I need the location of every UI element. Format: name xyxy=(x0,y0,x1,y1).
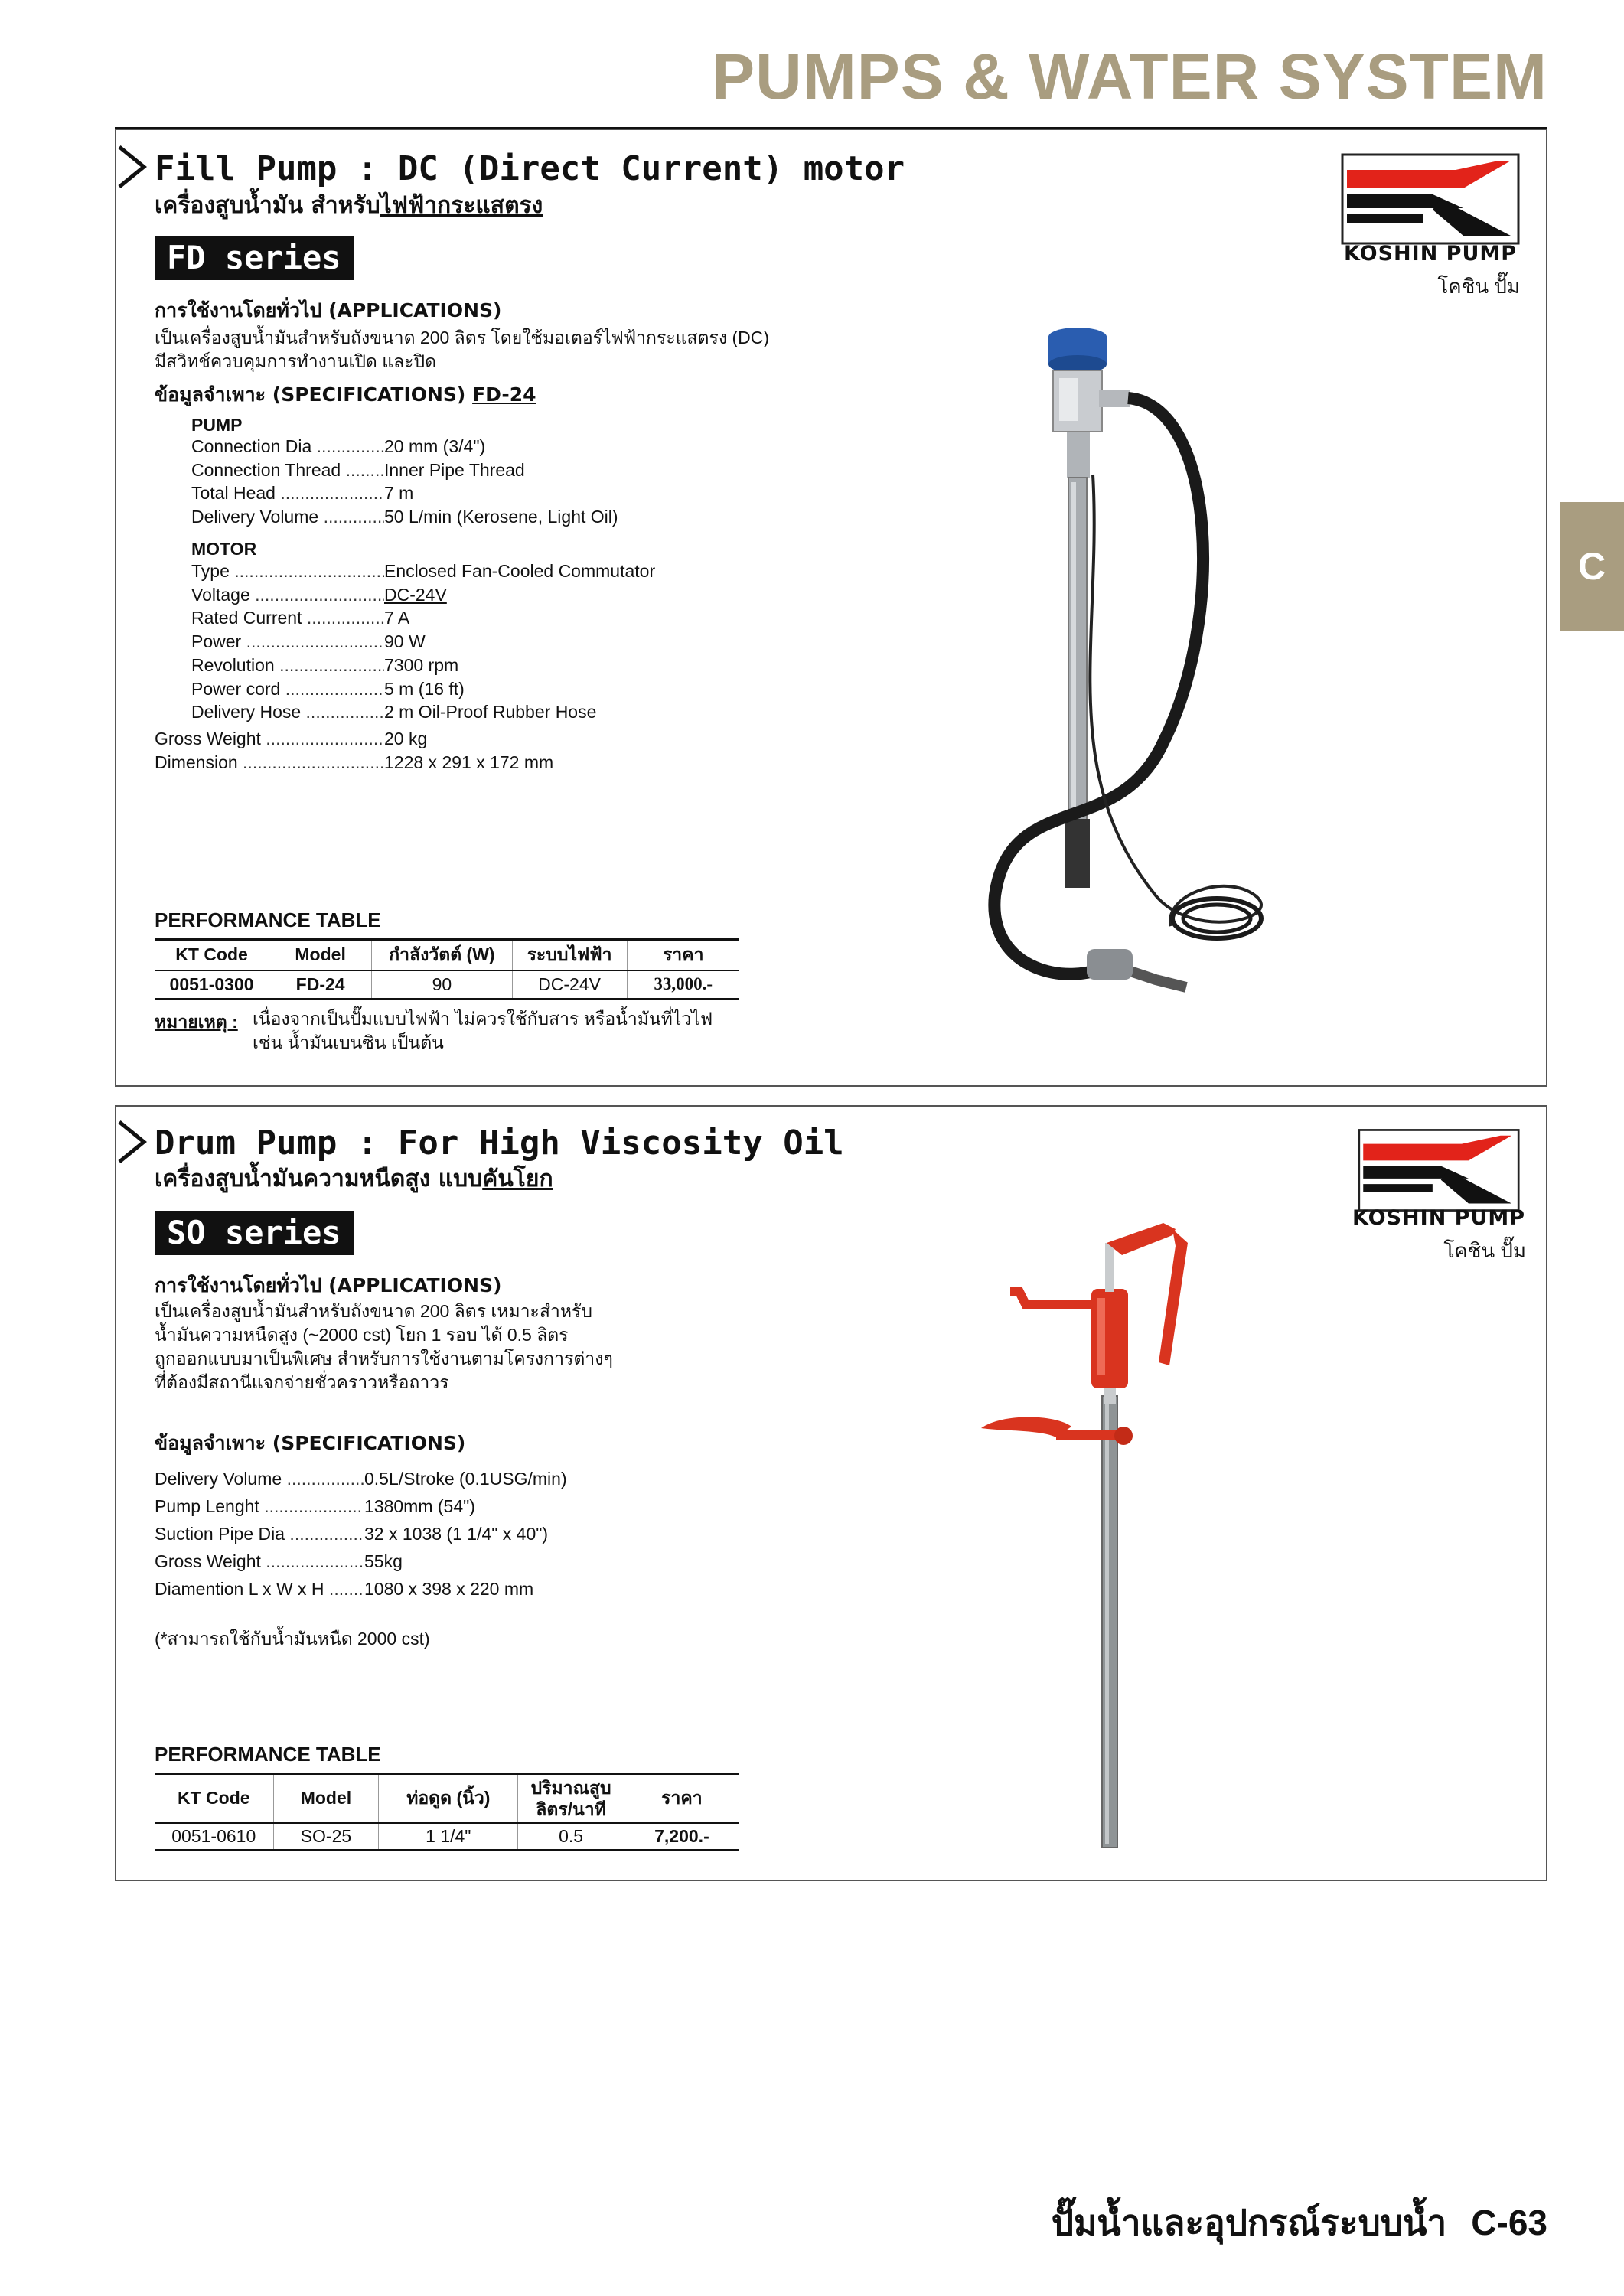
spec-row xyxy=(155,751,553,775)
spec-row xyxy=(191,559,655,583)
fd-general-spec-list xyxy=(155,727,553,774)
column-header-line: ปริมาณสูบ xyxy=(530,1777,611,1798)
column-header: ราคา xyxy=(624,1774,739,1823)
fd-title-en: Fill Pump : DC (Direct Current) motor xyxy=(155,149,905,188)
spec-label: Voltage ..... xyxy=(191,583,384,607)
fd-pump-image xyxy=(964,314,1270,1033)
so-performance-table xyxy=(155,1773,739,1851)
price-cell: 33,000.- xyxy=(627,970,739,1000)
spec-label: Pump Lenght ..... xyxy=(155,1492,364,1520)
spec-label: Power ..... xyxy=(191,630,384,654)
fd-note-label: หมายเหตุ : xyxy=(155,1012,238,1032)
model-cell: SO-25 xyxy=(273,1823,379,1851)
spec-row xyxy=(191,654,655,677)
so-pump-image xyxy=(972,1212,1225,1855)
column-header xyxy=(518,1774,624,1823)
table-row xyxy=(155,1823,739,1851)
spec-row xyxy=(155,1492,567,1520)
spec-label: Type ..... xyxy=(191,559,384,583)
so-performance-title: PERFORMANCE TABLE xyxy=(155,1743,381,1766)
fill-pump-icon xyxy=(964,314,1270,1033)
spec-value: Inner Pipe Thread xyxy=(384,459,525,480)
column-header-line: ลิตร/นาที xyxy=(536,1799,606,1819)
chevron-right-icon xyxy=(115,1119,148,1165)
spec-row xyxy=(191,677,655,701)
spec-value: 1228 x 291 x 172 mm xyxy=(384,752,554,772)
fd-brand-name: KOSHIN PUMP xyxy=(1343,242,1518,266)
fd-pump-group-heading: PUMP xyxy=(191,415,243,435)
so-applications-heading: การใช้งานโดยทั่วไป (APPLICATIONS) xyxy=(155,1274,502,1296)
so-applications-line: เป็นเครื่องสูบน้ำมันสำหรับถังขนาด 200 ลิตร เหมาะสำหรับ xyxy=(155,1301,592,1321)
so-applications-line: ที่ต้องมีสถานีแจกจ่ายชั่วคราวหรือถาวร xyxy=(155,1372,449,1392)
koshin-logo-icon xyxy=(1358,1128,1520,1212)
spec-row xyxy=(191,700,655,724)
spec-label: Connection Thread ..... xyxy=(191,458,384,482)
spec-value: 20 kg xyxy=(384,729,428,748)
fd-pump-spec-list xyxy=(191,435,618,529)
page-title: PUMPS & WATER SYSTEM xyxy=(712,41,1547,113)
fd-motor-group-heading: MOTOR xyxy=(191,539,257,559)
fd-spec-heading xyxy=(155,383,536,407)
spec-label: Delivery Volume ..... xyxy=(155,1465,364,1492)
spec-label: Connection Dia ..... xyxy=(191,435,384,458)
so-title-en: Drum Pump : For High Viscosity Oil xyxy=(155,1124,844,1163)
spec-value: 7 A xyxy=(384,608,410,628)
spec-label: Dimension ..... xyxy=(155,751,384,775)
spec-row xyxy=(191,630,655,654)
spec-value: 5 m (16 ft) xyxy=(384,678,465,699)
spec-value: 7300 rpm xyxy=(384,654,459,675)
spec-label: Delivery Volume ..... xyxy=(191,505,384,529)
spec-value: 1080 x 398 x 220 mm xyxy=(364,1579,534,1599)
spec-value: Enclosed Fan-Cooled Commutator xyxy=(384,561,656,581)
koshin-logo xyxy=(1341,153,1520,245)
spec-row xyxy=(155,1465,567,1492)
fd-title-th xyxy=(155,191,543,220)
fd-title-th-prefix: เครื่องสูบน้ำมัน สำหรับ xyxy=(155,192,380,219)
column-header: ราคา xyxy=(627,940,739,970)
fd-spec-heading-text: ข้อมูลจำเพาะ (SPECIFICATIONS) xyxy=(155,383,466,406)
spec-value: 20 mm (3/4") xyxy=(384,436,486,456)
fd-spec-model: FD-24 xyxy=(472,383,536,406)
spec-row xyxy=(191,505,618,529)
so-series-badge: SO series xyxy=(155,1211,354,1255)
suction-size-cell: 1 1/4" xyxy=(379,1823,518,1851)
fd-applications-text xyxy=(155,326,769,373)
section-tab[interactable] xyxy=(1560,502,1624,631)
spec-label: Suction Pipe Dia ..... xyxy=(155,1520,364,1548)
spec-label: Gross Weight ..... xyxy=(155,1548,364,1575)
kt-code-cell: 0051-0610 xyxy=(155,1823,273,1851)
so-title-th xyxy=(155,1165,553,1194)
chevron-right-icon xyxy=(115,144,148,190)
so-spec-heading: ข้อมูลจำเพาะ (SPECIFICATIONS) xyxy=(155,1432,466,1454)
page-footer xyxy=(689,2200,1547,2245)
column-header: ท่อดูด (นิ้ว) xyxy=(379,1774,518,1823)
spec-row xyxy=(155,1548,567,1575)
so-title-th-underlined: คันโยก xyxy=(482,1166,553,1192)
fd-performance-title: PERFORMANCE TABLE xyxy=(155,908,381,931)
spec-value: 2 m Oil-Proof Rubber Hose xyxy=(384,702,597,722)
voltage-cell: DC-24V xyxy=(512,970,627,1000)
spec-value: DC-24V xyxy=(384,584,447,605)
fd-applications-line: เป็นเครื่องสูบน้ำมันสำหรับถังขนาด 200 ลิตร โดยใช้มอเตอร์ไฟฟ้ากระแสตรง (DC) xyxy=(155,328,769,347)
so-applications-text xyxy=(155,1300,613,1394)
spec-row xyxy=(155,1520,567,1548)
spec-label: Total Head ..... xyxy=(191,481,384,505)
model-cell: FD-24 xyxy=(269,970,372,1000)
fd-motor-spec-list xyxy=(191,559,655,724)
spec-value: 7 m xyxy=(384,483,414,504)
table-header-row xyxy=(155,1774,739,1823)
spec-row xyxy=(191,606,655,630)
fd-note-line: เนื่องจากเป็นปั๊มแบบไฟฟ้า ไม่ควรใช้กับสาร หรือน้ำมันที่ไวไฟ xyxy=(253,1009,713,1029)
power-cell: 90 xyxy=(372,970,513,1000)
spec-row xyxy=(191,481,618,505)
table-header-row xyxy=(155,940,739,970)
column-header: Model xyxy=(273,1774,379,1823)
column-header: ระบบไฟฟ้า xyxy=(512,940,627,970)
koshin-logo xyxy=(1358,1128,1520,1212)
section-tab-letter: C xyxy=(1577,545,1606,588)
price-cell: 7,200.- xyxy=(624,1823,739,1851)
fd-applications-heading: การใช้งานโดยทั่วไป (APPLICATIONS) xyxy=(155,299,502,321)
fd-brand-name-th: โคชิน ปั๊ม xyxy=(1437,275,1520,298)
footer-text: ปั๊มน้ำและอุปกรณ์ระบบน้ำ xyxy=(1051,2202,1447,2243)
koshin-logo-icon xyxy=(1341,153,1520,245)
table-row xyxy=(155,970,739,1000)
so-brand-name: KOSHIN PUMP xyxy=(1352,1206,1526,1230)
spec-row xyxy=(191,458,618,482)
page-number: C-63 xyxy=(1471,2203,1547,2242)
kt-code-cell: 0051-0300 xyxy=(155,970,269,1000)
so-applications-line: ถูกออกแบบมาเป็นพิเศษ สำหรับการใช้งานตามโครงการต่างๆ xyxy=(155,1349,613,1368)
column-header: กำลังวัตต์ (W) xyxy=(372,940,513,970)
column-header: Model xyxy=(269,940,372,970)
so-brand-name-th: โคชิน ปั๊ม xyxy=(1443,1239,1526,1262)
spec-value: 90 W xyxy=(384,631,426,652)
so-footnote: (*สามารถใช้กับน้ำมันหนืด 2000 cst) xyxy=(155,1629,430,1649)
spec-value: 50 L/min (Kerosene, Light Oil) xyxy=(384,507,618,527)
flow-cell: 0.5 xyxy=(518,1823,624,1851)
spec-value: 0.5L/Stroke (0.1USG/min) xyxy=(364,1469,567,1489)
spec-label: Power cord ..... xyxy=(191,677,384,701)
fd-series-badge: FD series xyxy=(155,236,354,280)
spec-row xyxy=(155,727,553,751)
spec-label: Gross Weight ..... xyxy=(155,727,384,751)
so-applications-line: น้ำมันความหนืดสูง (~2000 cst) โยก 1 รอบ ได้ 0.5 ลิตร xyxy=(155,1325,569,1345)
spec-label: Delivery Hose ..... xyxy=(191,700,384,724)
spec-row xyxy=(191,583,655,607)
spec-value: 55kg xyxy=(364,1551,403,1571)
fd-title-th-underlined: ไฟฟ้ากระแสตรง xyxy=(380,192,543,219)
spec-value: 32 x 1038 (1 1/4" x 40") xyxy=(364,1524,549,1544)
fd-note-line: เช่น น้ำมันเบนซิน เป็นต้น xyxy=(253,1032,444,1052)
fd-applications-line: มีสวิทช์ควบคุมการทำงานเปิด และปิด xyxy=(155,351,437,371)
spec-label: Rated Current ..... xyxy=(191,606,384,630)
so-title-th-prefix: เครื่องสูบน้ำมันความหนืดสูง แบบ xyxy=(155,1166,483,1192)
fd-performance-table xyxy=(155,938,739,1000)
so-spec-list xyxy=(155,1465,567,1603)
column-header: KT Code xyxy=(155,1774,273,1823)
spec-label: Revolution ..... xyxy=(191,654,384,677)
spec-label: Diamention L x W x H ..... xyxy=(155,1575,364,1603)
drum-pump-icon xyxy=(972,1212,1225,1855)
spec-row xyxy=(191,435,618,458)
spec-row xyxy=(155,1575,567,1603)
column-header: KT Code xyxy=(155,940,269,970)
spec-value: 1380mm (54") xyxy=(364,1496,475,1516)
fd-note-text xyxy=(253,1007,713,1055)
